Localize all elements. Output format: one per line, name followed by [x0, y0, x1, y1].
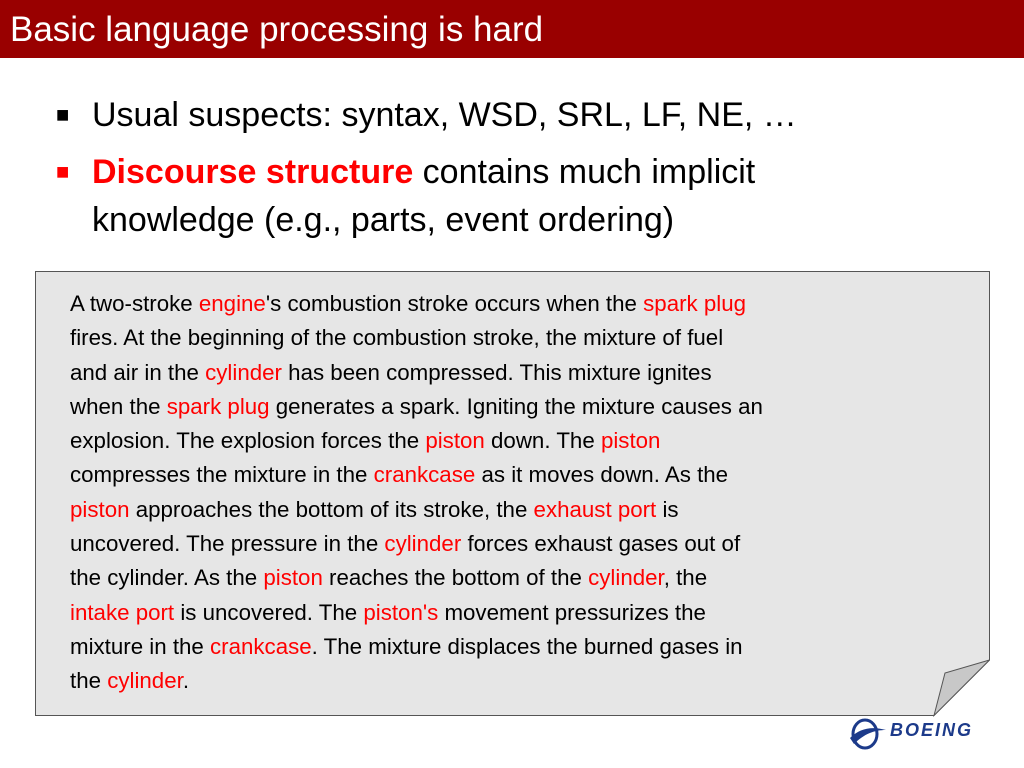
- highlighted-term: cylinder: [588, 565, 664, 591]
- passage-note: [35, 271, 989, 715]
- passage-segment: the cylinder. As the: [70, 565, 264, 591]
- passage-segment: reaches the bottom of the: [322, 565, 589, 591]
- passage-segment: movement pressurizes the: [438, 599, 706, 625]
- highlighted-term: crankcase: [373, 462, 476, 488]
- highlighted-term: piston: [425, 428, 485, 454]
- passage-segment: A two-stroke: [70, 291, 199, 316]
- bullet-text-continued: contains much implicit: [413, 153, 756, 191]
- passage-line: [70, 390, 970, 424]
- passage-line: [70, 493, 970, 527]
- passage-segment: and air in the: [70, 359, 206, 385]
- highlighted-term: cylinder: [384, 531, 462, 557]
- highlighted-term: exhaust port: [533, 496, 657, 522]
- boeing-logo-icon: [848, 716, 888, 752]
- highlighted-term: cylinder: [107, 668, 183, 694]
- passage-segment: forces exhaust gases out of: [461, 531, 741, 557]
- passage-segment: mixture in the: [70, 633, 211, 659]
- passage-segment: , the: [663, 565, 708, 591]
- passage-line: [70, 527, 970, 561]
- passage-line: [70, 630, 970, 664]
- passage-line: [70, 356, 970, 390]
- passage-segment: fires. At the beginning of the combustion stroke, the mixture of fuel: [70, 325, 724, 351]
- passage-line: [70, 596, 970, 630]
- passage-segment: the: [70, 668, 108, 694]
- highlighted-term: piston: [70, 496, 130, 522]
- passage-segment: is: [656, 496, 679, 522]
- passage-line: [70, 664, 970, 698]
- passage-text: [70, 287, 970, 699]
- passage-line: [70, 424, 970, 458]
- passage-line: [70, 561, 970, 595]
- passage-segment: explosion. The explosion forces the: [70, 428, 426, 454]
- highlighted-term: piston's: [363, 599, 439, 625]
- passage-segment: generates a spark. Igniting the mixture causes an: [269, 393, 763, 419]
- passage-line: [70, 287, 970, 321]
- bullet-item-2-line-2: knowledge (e.g., parts, event ordering): [92, 201, 675, 239]
- passage-segment: when the: [70, 393, 167, 419]
- bullet-highlight: Discourse structure: [92, 153, 414, 191]
- highlighted-term: spark plug: [643, 291, 747, 316]
- passage-segment: is uncovered. The: [174, 599, 364, 625]
- highlighted-term: crankcase: [210, 633, 312, 659]
- bullet-marker: ■: [56, 102, 70, 127]
- passage-segment: uncovered. The pressure in the: [70, 531, 385, 557]
- highlighted-term: cylinder: [205, 359, 282, 385]
- passage-segment: compresses the mixture in the: [70, 462, 374, 488]
- passage-segment: . The mixture displaces the burned gases in: [311, 633, 743, 659]
- bullet-text: [92, 149, 755, 195]
- passage-segment: .: [182, 668, 190, 694]
- highlighted-term: spark plug: [166, 393, 270, 419]
- slide-title: Basic language processing is hard: [10, 10, 544, 49]
- boeing-logo-text: BOEING: [890, 720, 974, 740]
- bullet-marker: ■: [56, 159, 70, 184]
- bullet-text: Usual suspects: syntax, WSD, SRL, LF, NE, …: [92, 96, 797, 134]
- title-bar: [0, 0, 1024, 58]
- passage-segment: 's combustion stroke occurs when the: [265, 291, 644, 316]
- highlighted-term: piston: [263, 565, 323, 591]
- passage-segment: down. The: [484, 428, 601, 454]
- passage-line: [70, 321, 970, 355]
- boeing-logo: [848, 716, 1008, 752]
- highlighted-term: engine: [198, 291, 266, 316]
- passage-segment: as it moves down. As the: [475, 462, 729, 488]
- passage-segment: approaches the bottom of its stroke, the: [129, 496, 534, 522]
- passage-line: [70, 458, 970, 492]
- passage-segment: has been compressed. This mixture ignites: [281, 359, 712, 385]
- highlighted-term: intake port: [70, 599, 175, 625]
- highlighted-term: piston: [600, 428, 661, 454]
